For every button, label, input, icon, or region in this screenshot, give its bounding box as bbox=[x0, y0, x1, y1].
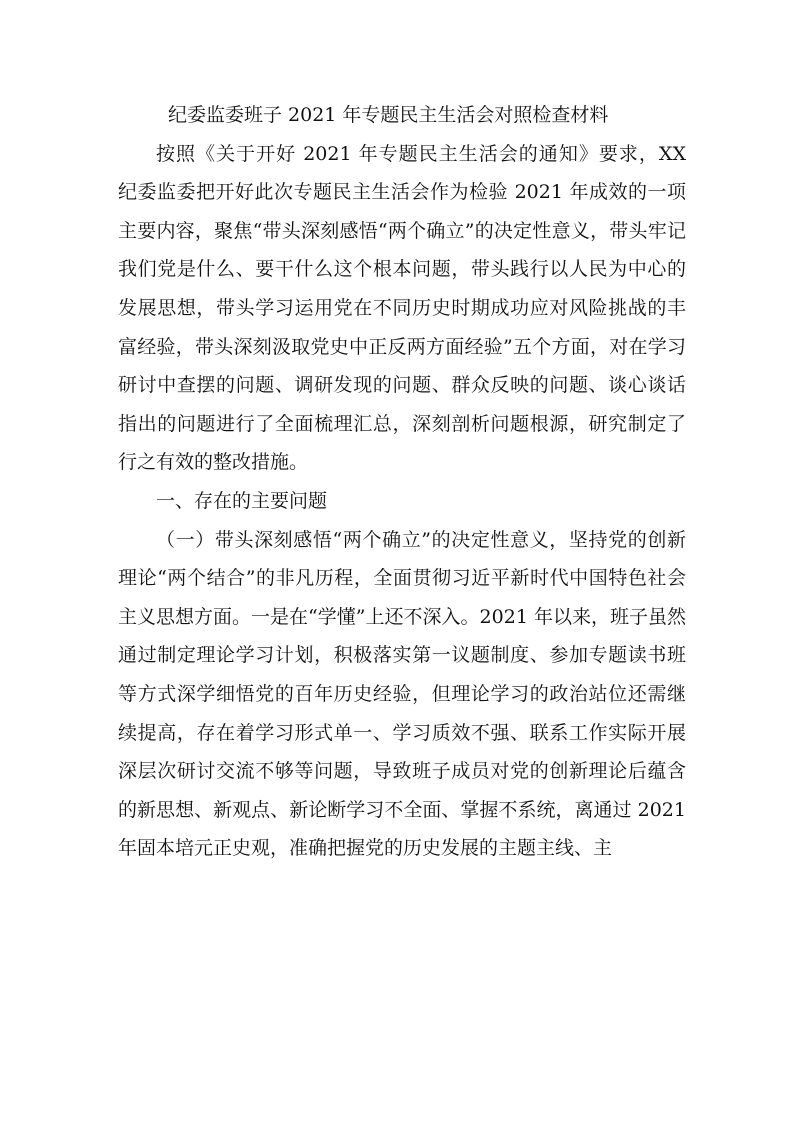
document-title: 纪委监委班子 2021 年专题民主生活会对照检查材料 bbox=[168, 104, 609, 126]
intro-paragraph: 按照《关于开好 2021 年专题民主生活会的通知》要求，XX 纪委监委把开好此次专题民主生活会作为检验 2021 年成效的一项主要内容，聚焦“带头深刻感悟“两个确立”的决定性意义，带头牢记我们党是什么、要干什么这个根本问题，带头践行以人民为中心的发展思想，带头学习运用党在不同历史时期成功应对风险挑战的丰富经验，带头深刻汲取党史中正反两方面经验”五个方面，对在学习研讨中查摆的问题、调研发现的问题、群众反映的问题、谈心谈话指出的问题进行了全面梳理汇总，深刻剖析问题根源，研究制定了行之有效的整改措施。 bbox=[118, 142, 686, 474]
section-heading: 一、存在的主要问题 bbox=[156, 489, 328, 512]
document-page bbox=[118, 96, 686, 868]
subsection-paragraph: （一）带头深刻感悟“两个确立”的决定性意义，坚持党的创新理论“两个结合”的非凡历程，全面贯彻习近平新时代中国特色社会主义思想方面。一是在“学懂”上还不深入。2021 年以来，班子虽然通过制定理论学习计划，积极落实第一议题制度、参加专题读书班等方式深学细悟党的百年历史经验，但理论学习的政治站位还需继续提高，存在着学习形式单一、学习质效不强、联系工作实际开展深层次研讨交流不够等问题，导致班子成员对党的创新理论后蕴含的新思想、新观点、新论断学习不全面、掌握不系统，离通过 2021 年固本培元正史观，准确把握党的历史发展的主题主线、主 bbox=[118, 528, 686, 860]
